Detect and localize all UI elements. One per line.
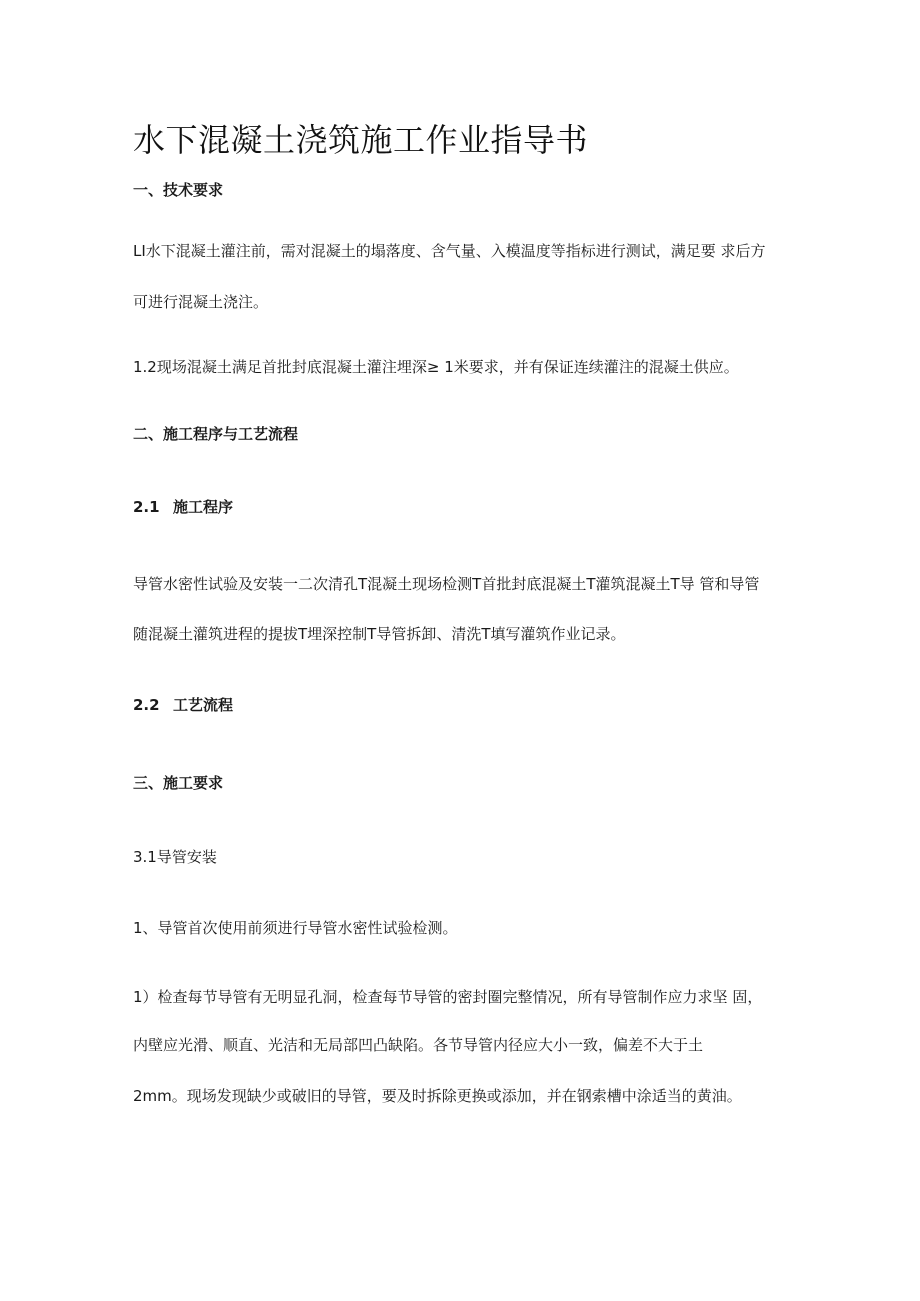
paragraph-line: LI水下混凝土灌注前，需对混凝土的塌落度、含气量、入模温度等指标进行测试，满足要 求后方 <box>133 242 766 260</box>
paragraph-line: 可进行混凝土浇注。 <box>133 293 269 311</box>
paragraph-line: 2mm。现场发现缺少或破旧的导管，要及时拆除更换或添加，并在钢索槽中涂适当的黄油。 <box>133 1087 742 1105</box>
document-title: 水下混凝土浇筑施工作业指导书 <box>133 121 589 159</box>
subsection-heading-2-1 <box>133 497 233 517</box>
subsection-title: 工艺流程 <box>173 696 234 714</box>
subsection-heading-3-1: 3.1导管安装 <box>133 848 217 866</box>
paragraph-line: 导管水密性试验及安装一二次清孔T混凝土现场检测T首批封底混凝土T灌筑混凝土T导 管和导管 <box>133 575 760 593</box>
paragraph-line: 1）检查每节导管有无明显孔洞，检查每节导管的密封圈完整情况，所有导管制作应力求坚 固， <box>133 988 763 1006</box>
section-heading-technical-requirements: 一、技术要求 <box>133 181 224 199</box>
subsection-heading-2-2 <box>133 695 233 715</box>
paragraph-line: 随混凝土灌筑进程的提拔T埋深控制T导管拆卸、清洗T填写灌筑作业记录。 <box>133 625 626 643</box>
paragraph-line: 内壁应光滑、顺直、光洁和无局部凹凸缺陷。各节导管内径应大小一致，偏差不大于土 <box>133 1036 704 1054</box>
section-heading-procedure-and-flow: 二、施工程序与工艺流程 <box>133 425 299 443</box>
paragraph-line: 1.2现场混凝土满足首批封底混凝土灌注埋深≥ 1米要求，并有保证连续灌注的混凝土供应。 <box>133 358 739 376</box>
list-item: 1、导管首次使用前须进行导管水密性试验检测。 <box>133 919 458 937</box>
subsection-number: 2.1 <box>133 498 160 516</box>
section-heading-construction-requirements: 三、施工要求 <box>133 774 224 792</box>
subsection-number: 2.2 <box>133 696 160 714</box>
subsection-title: 施工程序 <box>173 498 234 516</box>
